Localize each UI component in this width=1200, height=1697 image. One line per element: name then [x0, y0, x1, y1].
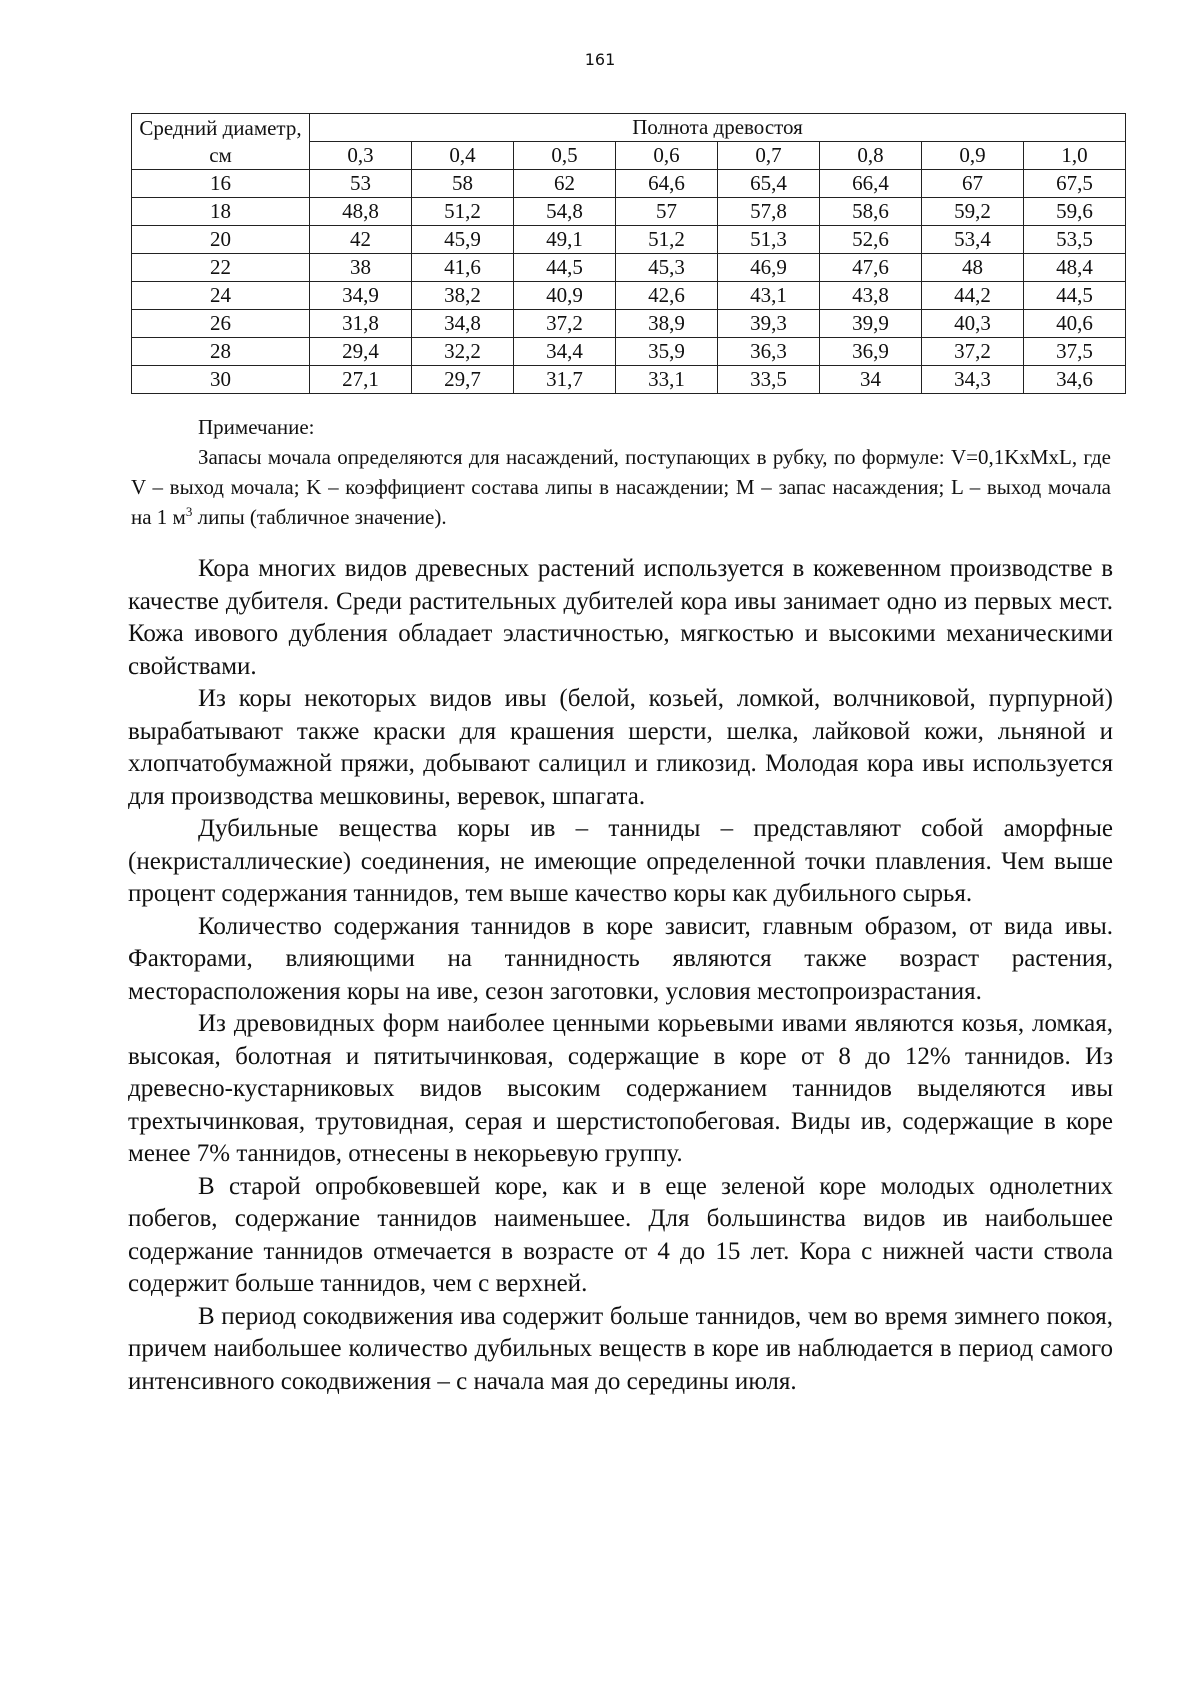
table-row	[132, 254, 1126, 282]
table-cell: 49,1	[514, 226, 616, 254]
table-cell: 57	[616, 198, 718, 226]
table-cell: 51,3	[718, 226, 820, 254]
paragraph: Из древовидных форм наиболее ценными корьевыми ивами являются козья, ломкая, высокая, болотная и пятитычинковая, содержащие в коре от 8 до 12% таннидов. Из древесно-кустарниковых видов высоким содержанием таннидов выделяются ивы трехтычинковая, трутовидная, серая и шерстистопобеговая. Виды ив, содержащие в коре менее 7% таннидов, отнесены в некорьевую группу.	[128, 1010, 1113, 1167]
table-cell: 59,2	[922, 198, 1024, 226]
table-cell: 45,3	[616, 254, 718, 282]
column-header: 0,3	[310, 142, 412, 170]
paragraph: В старой опробковевшей коре, как и в еще зеленой коре молодых однолетних побегов, содержание таннидов наименьшее. Для большинства видов ив наибольшее содержание таннидов отмечается в возрасте от 4 до 15 лет. Кора с нижней части ствола содержит больше таннидов, чем с верхней.	[128, 1172, 1113, 1297]
table-cell: 45,9	[412, 226, 514, 254]
table-cell: 34,3	[922, 366, 1024, 394]
table-cell: 37,2	[514, 310, 616, 338]
column-header: 0,9	[922, 142, 1024, 170]
table-cell: 51,2	[616, 226, 718, 254]
table-cell: 43,8	[820, 282, 922, 310]
table-cell: 36,9	[820, 338, 922, 366]
table-cell: 27,1	[310, 366, 412, 394]
table-row	[132, 338, 1126, 366]
note-text	[131, 442, 1111, 532]
table-cell: 33,5	[718, 366, 820, 394]
table-cell: 34,9	[310, 282, 412, 310]
table-cell: 65,4	[718, 170, 820, 198]
table-cell: 62	[514, 170, 616, 198]
table-cell: 39,3	[718, 310, 820, 338]
table-cell: 44,5	[514, 254, 616, 282]
paragraph: Из коры некоторых видов ивы (белой, козьей, ломкой, волчниковой, пурпурной) вырабатывают также краски для крашения шерсти, шелка, лайковой кожи, льняной и хлопчатобумажной пряжи, добывают салицил и гликозид. Молодая кора ивы используется для производства мешковины, веревок, шпагата.	[128, 685, 1113, 810]
table-row	[132, 170, 1126, 198]
table-cell: 64,6	[616, 170, 718, 198]
column-header: 0,8	[820, 142, 922, 170]
column-header: 0,4	[412, 142, 514, 170]
table-cell: 29,4	[310, 338, 412, 366]
table-cell: 37,2	[922, 338, 1024, 366]
table-cell: 34,4	[514, 338, 616, 366]
paragraph: В период сокодвижения ива содержит больше таннидов, чем во время зимнего покоя, причем наибольшее количество дубильных веществ в коре ив наблюдается в период самого интенсивного сокодвижения – с начала мая до середины июля.	[128, 1302, 1113, 1395]
paragraph: Кора многих видов древесных растений используется в кожевенном производстве в качестве дубителя. Среди растительных дубителей кора ивы занимает одно из первых мест. Кожа ивового дубления обладает эластичностью, мягкостью и высокими механическими свойствами.	[128, 555, 1113, 680]
table-cell: 44,5	[1024, 282, 1126, 310]
table-cell: 39,9	[820, 310, 922, 338]
table-cell: 53,4	[922, 226, 1024, 254]
column-header: 0,5	[514, 142, 616, 170]
note-text-part1: Запасы мочала определяются для насаждений, поступающих в рубку, по формуле: V=0,1KxMxL, где V – выход мочала; K – коэффициент состава липы в насаждении; M – запас насаждения; L – выход мочала на 1 м	[131, 445, 1111, 529]
table-cell: 40,6	[1024, 310, 1126, 338]
table-cell: 40,9	[514, 282, 616, 310]
row-header-cell: 22	[132, 254, 310, 282]
table-cell: 36,3	[718, 338, 820, 366]
table-cell: 38,2	[412, 282, 514, 310]
table-cell: 32,2	[412, 338, 514, 366]
table-cell: 40,3	[922, 310, 1024, 338]
table-cell: 42	[310, 226, 412, 254]
table-cell: 58	[412, 170, 514, 198]
table-cell: 66,4	[820, 170, 922, 198]
table-cell: 59,6	[1024, 198, 1126, 226]
table-row	[132, 366, 1126, 394]
table-cell: 35,9	[616, 338, 718, 366]
table-cell: 38	[310, 254, 412, 282]
table-cell: 53	[310, 170, 412, 198]
row-header-cell: 24	[132, 282, 310, 310]
body-text	[128, 553, 1113, 1398]
table-cell: 67,5	[1024, 170, 1126, 198]
row-header-cell: 18	[132, 198, 310, 226]
table-cell: 42,6	[616, 282, 718, 310]
note-text-part2: липы (табличное значение).	[192, 505, 447, 529]
note-superscript: 3	[185, 504, 193, 519]
table-cell: 31,7	[514, 366, 616, 394]
table-cell: 34	[820, 366, 922, 394]
table-cell: 51,2	[412, 198, 514, 226]
column-header-diameter: Средний диаметр, см	[132, 114, 310, 170]
table-cell: 44,2	[922, 282, 1024, 310]
note-title: Примечание:	[198, 415, 315, 439]
table-cell: 57,8	[718, 198, 820, 226]
column-group-header: Полнота древостоя	[310, 114, 1126, 142]
note	[131, 412, 1111, 532]
table-row	[132, 226, 1126, 254]
table-cell: 31,8	[310, 310, 412, 338]
table-cell: 34,8	[412, 310, 514, 338]
row-header-cell: 28	[132, 338, 310, 366]
table-cell: 33,1	[616, 366, 718, 394]
table-cell: 41,6	[412, 254, 514, 282]
table-cell: 52,6	[820, 226, 922, 254]
table-cell: 29,7	[412, 366, 514, 394]
table-cell: 54,8	[514, 198, 616, 226]
table-cell: 34,6	[1024, 366, 1126, 394]
row-header-cell: 26	[132, 310, 310, 338]
column-header: 0,6	[616, 142, 718, 170]
column-header: 1,0	[1024, 142, 1126, 170]
table-cell: 48	[922, 254, 1024, 282]
table-row	[132, 282, 1126, 310]
table-cell: 48,4	[1024, 254, 1126, 282]
column-header: 0,7	[718, 142, 820, 170]
table-cell: 58,6	[820, 198, 922, 226]
paragraph: Количество содержания таннидов в коре зависит, главным образом, от вида ивы. Факторами, влияющими на таннидность являются также возраст растения, месторасположения коры на иве, сезон заготовки, условия местопроизрастания.	[128, 912, 1113, 1005]
table-cell: 47,6	[820, 254, 922, 282]
table-cell: 43,1	[718, 282, 820, 310]
row-header-cell: 20	[132, 226, 310, 254]
table-cell: 67	[922, 170, 1024, 198]
table-cell: 37,5	[1024, 338, 1126, 366]
table-cell: 53,5	[1024, 226, 1126, 254]
table-row	[132, 198, 1126, 226]
row-header-cell: 30	[132, 366, 310, 394]
page-number: 161	[584, 50, 616, 69]
table-cell: 38,9	[616, 310, 718, 338]
table-cell: 46,9	[718, 254, 820, 282]
table-body	[132, 170, 1126, 394]
table-cell: 48,8	[310, 198, 412, 226]
row-header-cell: 16	[132, 170, 310, 198]
table-row	[132, 310, 1126, 338]
data-table	[131, 113, 1126, 394]
paragraph: Дубильные вещества коры ив – танниды – представляют собой аморфные (некристаллические) соединения, не имеющие определенной точки плавления. Чем выше процент содержания таннидов, тем выше качество коры как дубильного сырья.	[128, 815, 1113, 907]
